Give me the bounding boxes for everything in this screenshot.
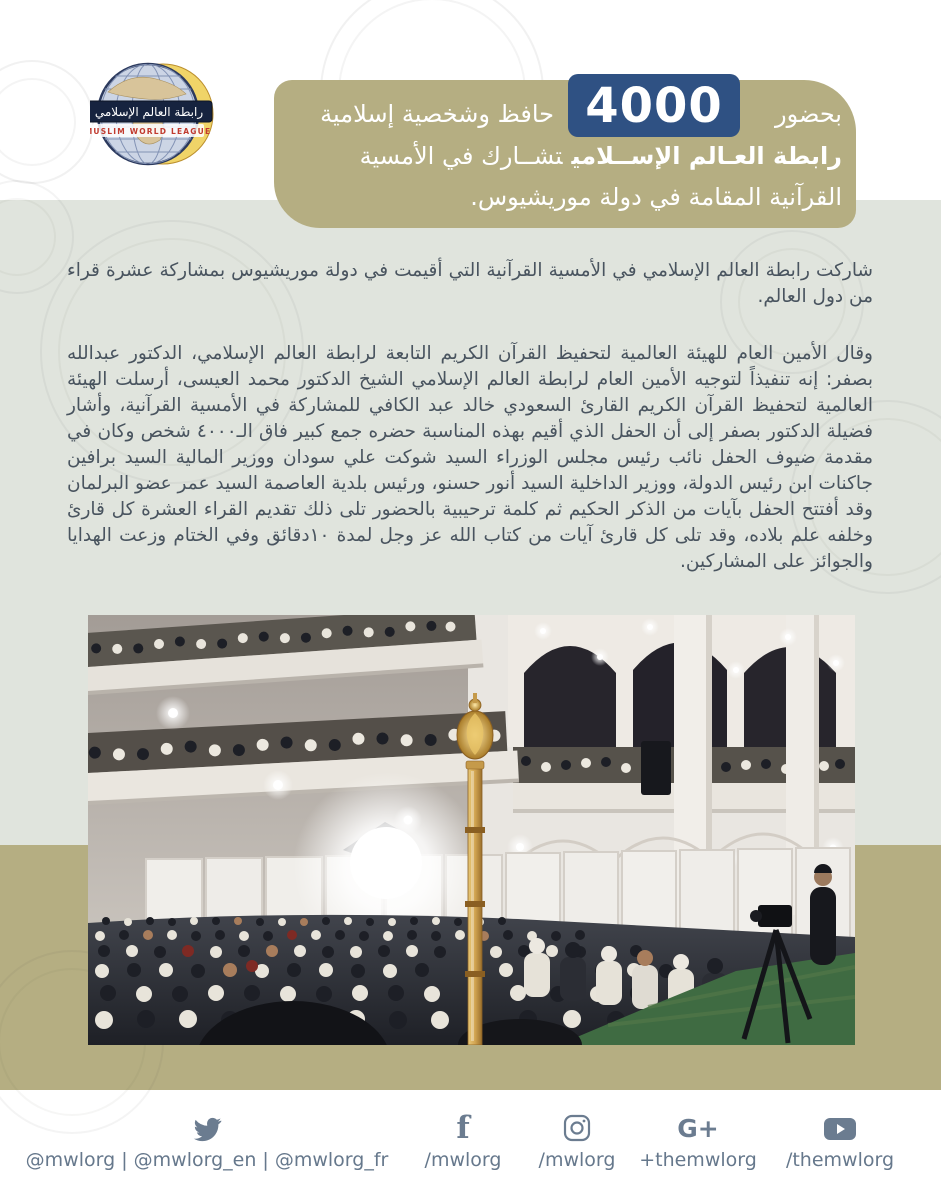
googleplus-icon: G+ bbox=[677, 1114, 719, 1143]
headline-prefix: بحضور bbox=[775, 100, 842, 128]
event-photo bbox=[88, 615, 855, 1045]
watermark-ring bbox=[0, 60, 94, 184]
instagram-handle: /mwlorg bbox=[538, 1149, 616, 1171]
headline-org-name: رابطة العـالم الإســلامي bbox=[571, 142, 842, 170]
logo-english-name: MUSLIM WORLD LEAGUE bbox=[90, 127, 212, 136]
mwl-logo bbox=[90, 60, 218, 178]
attendance-count-badge: 4000 bbox=[568, 74, 740, 137]
youtube-handle: /themwlorg bbox=[785, 1149, 895, 1171]
social-twitter bbox=[27, 1110, 387, 1171]
social-instagram bbox=[507, 1110, 647, 1171]
social-youtube bbox=[770, 1110, 910, 1171]
instagram-icon bbox=[563, 1110, 591, 1142]
globe-crescent-icon bbox=[90, 60, 218, 178]
googleplus-handle: +themwlorg bbox=[639, 1149, 757, 1171]
headline-line-2-rest: تشــارك في الأمسية bbox=[359, 142, 563, 170]
headline-line-3: القرآنية المقامة في دولة موريشيوس. bbox=[470, 183, 842, 211]
logo-arabic-name: رابطة العالم الإسلامي bbox=[94, 105, 204, 119]
twitter-icon bbox=[192, 1110, 222, 1142]
social-googleplus bbox=[628, 1110, 768, 1171]
headline-card bbox=[274, 77, 856, 228]
facebook-handle: /mwlorg bbox=[424, 1149, 502, 1171]
event-photo-illustration bbox=[88, 615, 855, 1045]
headline-line-2 bbox=[360, 142, 842, 170]
youtube-icon bbox=[823, 1110, 857, 1142]
article-paragraph-1: شاركت رابطة العالم الإسلامي في الأمسية القرآنية التي أقيمت في دولة موريشيوس بمشاركة عشرة قراء من دول العالم. bbox=[67, 260, 873, 307]
facebook-icon: f bbox=[456, 1110, 470, 1146]
headline-suffix: حافظ وشخصية إسلامية bbox=[320, 100, 554, 128]
twitter-handles: @mwlorg | @mwlorg_en | @mwlorg_fr bbox=[25, 1149, 389, 1171]
article-paragraph-2: وقال الأمين العام للهيئة العالمية لتحفيظ القرآن الكريم التابعة لرابطة العالم الإسلامي، الدكتور عبدالله بصفر: إنه تنفيذاً لتوجيه الأمين العام لرابطة العالم الإسلامي الشيخ الدكتور محمد العيسى، أرسلت الهيئة العالمية لتحفيظ القرآن الكريم القارئ السعودي خالد عبد الكافي للمشاركة في الأمسية القرآنية، وأشار فضيلة الدكتور بصفر إلى أن الحفل الذي أقيم بهذه المناسبة حضره جمع كبير فاق الـ٤٠٠٠ شخص وكان في مقدمة ضيوف الحفل نائب رئيس مجلس الوزراء السيد شوكت علي سودان ووزير المالية السيد برافين جاكنات ابن رئيس الدولة، ووزير الداخلية السيد أنور حسنو، ورئيس بلدية العاصمة السيد عمر عضو البرلمان وقد أفتتح الحفل بآيات من الذكر الحكيم ثم كلمة ترحيبية بالحضور تلى ذلك تقديم القراء العشرة كل قارئ وخلفه علم بلاده، وقد تلى كل قارئ آيات من كتاب الله عز وجل لمدة ١٠دقائق وفي الختام وزعت الهدايا والجوائز على المشاركين. bbox=[67, 343, 874, 572]
